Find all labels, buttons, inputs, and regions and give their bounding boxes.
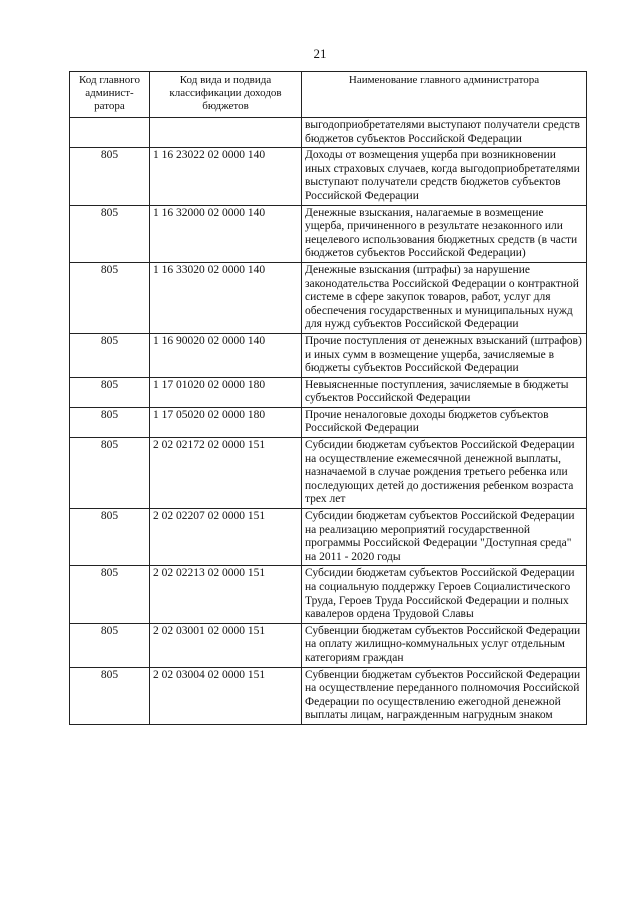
- admin-name-cell: Доходы от возмещения ущерба при возникновении иных страховых случаев, когда выгодоприобретателями выступают получатели средств бюджетов субъектов Российской Федерации: [302, 148, 587, 205]
- table-row: [70, 509, 587, 566]
- income-code-cell: 1 17 05020 02 0000 180: [150, 407, 302, 437]
- admin-name-cell: Прочие неналоговые доходы бюджетов субъектов Российской Федерации: [302, 407, 587, 437]
- admin-name-cell: Денежные взыскания (штрафы) за нарушение законодательства Российской Федерации о контрактной системе в сфере закупок товаров, работ, услуг для обеспечения государственных и муниципальных нужд для нужд субъектов Российской Федерации: [302, 262, 587, 333]
- admin-code-cell: 805: [70, 333, 150, 377]
- admin-name-cell: выгодоприобретателями выступают получатели средств бюджетов субъектов Российской Федерации: [302, 118, 587, 148]
- income-code-cell: 1 16 33020 02 0000 140: [150, 262, 302, 333]
- table-row: [70, 118, 587, 148]
- income-code-cell: 2 02 03004 02 0000 151: [150, 667, 302, 724]
- header-admin-code: Код главного админист-ратора: [70, 72, 150, 118]
- admin-name-cell: Прочие поступления от денежных взысканий (штрафов) и иных сумм в возмещение ущерба, зачисляемые в бюджеты субъектов Российской Федерации: [302, 333, 587, 377]
- admin-code-cell: 805: [70, 377, 150, 407]
- table-header-row: [70, 72, 587, 118]
- income-code-cell: 2 02 02207 02 0000 151: [150, 509, 302, 566]
- admin-code-cell: 805: [70, 407, 150, 437]
- admin-code-cell: 805: [70, 509, 150, 566]
- income-code-cell: 2 02 03001 02 0000 151: [150, 623, 302, 667]
- admin-name-cell: Субвенции бюджетам субъектов Российской Федерации на оплату жилищно-коммунальных услуг отдельным категориям граждан: [302, 623, 587, 667]
- admin-name-cell: Субсидии бюджетам субъектов Российской Федерации на реализацию мероприятий государственной программы Российской Федерации "Доступная среда" на 2011 - 2020 годы: [302, 509, 587, 566]
- income-code-cell: 1 17 01020 02 0000 180: [150, 377, 302, 407]
- table-row: [70, 407, 587, 437]
- header-income-code: Код вида и подвида классификации доходов бюджетов: [150, 72, 302, 118]
- admin-code-cell: 805: [70, 205, 150, 262]
- table-row: [70, 333, 587, 377]
- income-code-cell: 1 16 23022 02 0000 140: [150, 148, 302, 205]
- table-row: [70, 438, 587, 509]
- table-row: [70, 148, 587, 205]
- income-code-cell: 1 16 32000 02 0000 140: [150, 205, 302, 262]
- header-admin-name: Наименование главного администратора: [302, 72, 587, 118]
- income-code-cell: 1 16 90020 02 0000 140: [150, 333, 302, 377]
- table-row: [70, 377, 587, 407]
- income-code-cell: 2 02 02213 02 0000 151: [150, 566, 302, 623]
- admin-code-cell: 805: [70, 566, 150, 623]
- admin-code-cell: 805: [70, 438, 150, 509]
- table-row: [70, 566, 587, 623]
- admin-code-cell: 805: [70, 667, 150, 724]
- table-row: [70, 205, 587, 262]
- table-row: [70, 623, 587, 667]
- income-code-cell: 2 02 02172 02 0000 151: [150, 438, 302, 509]
- admin-code-cell: 805: [70, 148, 150, 205]
- admin-code-cell: 805: [70, 623, 150, 667]
- table-row: [70, 667, 587, 724]
- admin-code-cell: [70, 118, 150, 148]
- admin-name-cell: Денежные взыскания, налагаемые в возмещение ущерба, причиненного в результате незаконного или нецелевого использования бюджетных средств (в части бюджетов субъектов Российской Федерации): [302, 205, 587, 262]
- admin-name-cell: Субсидии бюджетам субъектов Российской Федерации на осуществление ежемесячной денежной выплаты, назначаемой в случае рождения третьего ребенка или последующих детей до достижения ребенком возраста трех лет: [302, 438, 587, 509]
- page-number: 21: [313, 46, 327, 61]
- admin-code-cell: 805: [70, 262, 150, 333]
- revenue-admin-table: [69, 71, 587, 725]
- table-row: [70, 262, 587, 333]
- admin-name-cell: Субвенции бюджетам субъектов Российской Федерации на осуществление переданного полномочия Российской Федерации по осуществлению ежегодной денежной выплаты лицам, награжденным нагрудным знаком: [302, 667, 587, 724]
- admin-name-cell: Субсидии бюджетам субъектов Российской Федерации на социальную поддержку Героев Социалистического Труда, Героев Труда Российской Федерации и полных кавалеров ордена Трудовой Славы: [302, 566, 587, 623]
- admin-name-cell: Невыясненные поступления, зачисляемые в бюджеты субъектов Российской Федерации: [302, 377, 587, 407]
- income-code-cell: [150, 118, 302, 148]
